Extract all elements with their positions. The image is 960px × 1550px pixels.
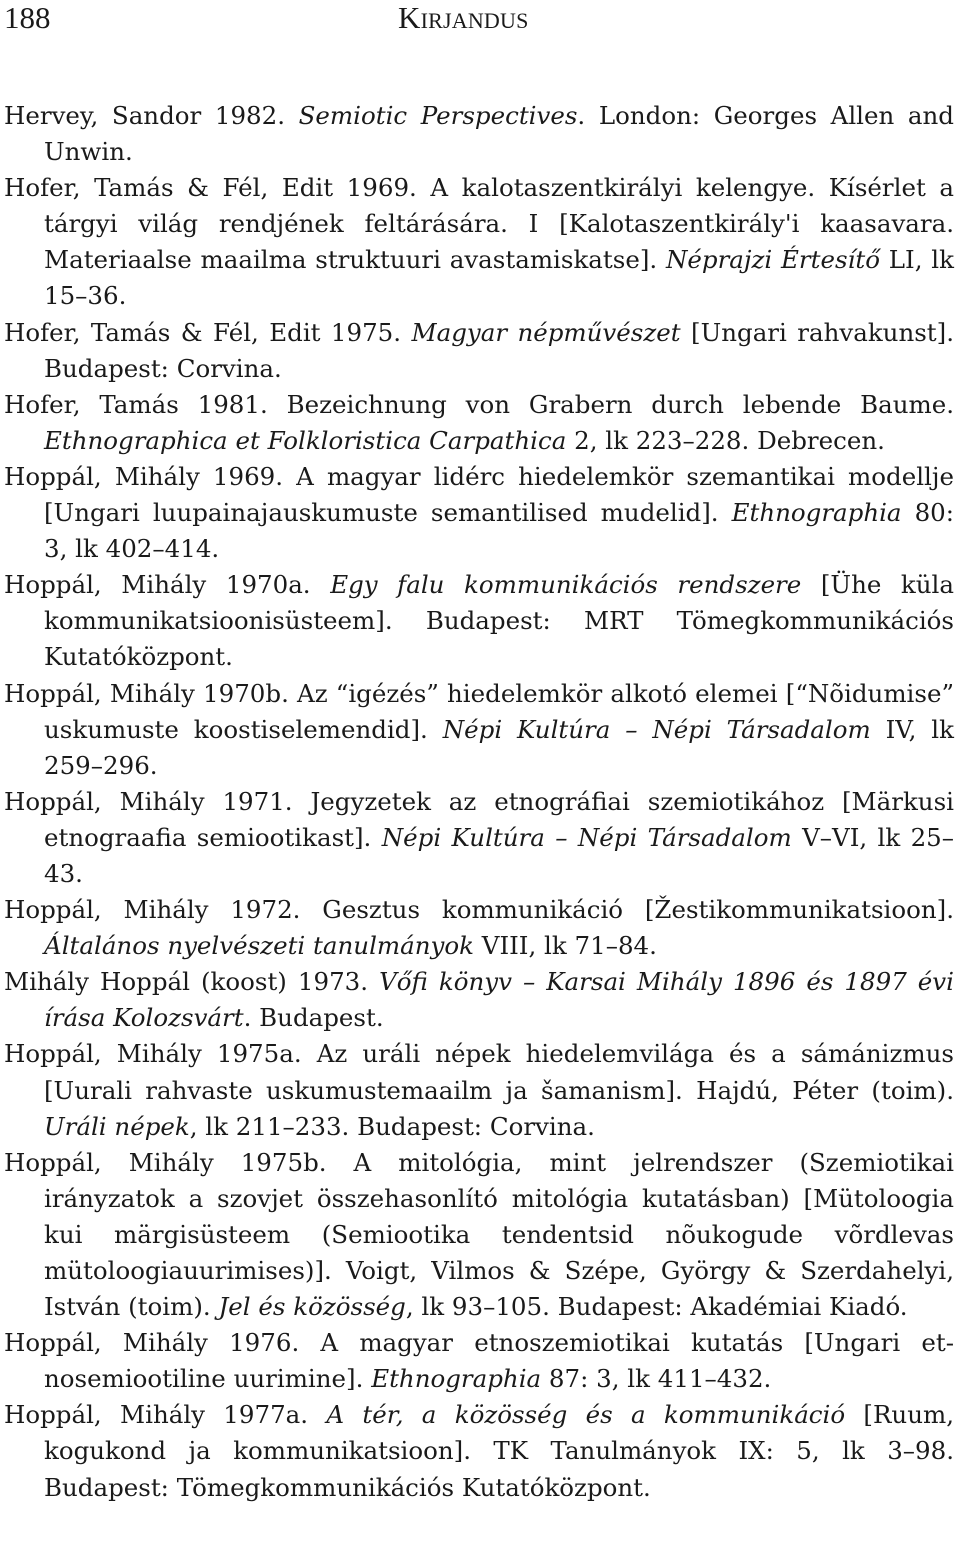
reference-title: Ethnographia xyxy=(731,498,902,528)
reference-title: Magyar népművészet xyxy=(411,317,681,347)
reference-text: Hoppál, Mihály 1972. Gesztus kommunikáció [Žestikommunikatsioon]. xyxy=(4,895,954,925)
reference-entry xyxy=(4,1036,954,1144)
reference-text: . Budapest. xyxy=(243,1003,384,1033)
reference-text: V–VI, lk 25–43. xyxy=(44,822,955,888)
reference-entry xyxy=(4,98,954,170)
reference-title: Egy falu kommunikációs rendszere xyxy=(330,570,802,600)
reference-entry xyxy=(4,170,954,314)
reference-text: [Ungari rahvakunst]. Budapest: Corvina. xyxy=(44,317,954,383)
reference-text: 80: 3, lk 402–414. xyxy=(44,498,954,564)
reference-text: Hoppál, Mihály 1976. A magyar etnoszemiotikai kutatás [Ungari etnosemiootiline uurimine]. xyxy=(4,1328,954,1394)
reference-text: . London: Georges Allen and Unwin. xyxy=(44,101,954,167)
reference-entry xyxy=(4,1325,954,1397)
reference-entry xyxy=(4,459,954,567)
reference-text: 87: 3, lk 411–432. xyxy=(541,1364,772,1394)
reference-entry xyxy=(4,315,954,387)
reference-title: Ethnographia xyxy=(371,1364,542,1394)
reference-text: Hoppál, Mihály 1970a. xyxy=(4,570,331,600)
reference-text: IV, lk 259–296. xyxy=(44,714,954,780)
reference-title: Uráli népek xyxy=(44,1111,190,1141)
reference-entry xyxy=(4,387,954,459)
reference-title: Vőfi könyv – Karsai Mihály 1896 és 1897 évi írása Kolozsvárt xyxy=(44,967,954,1033)
reference-text: , lk 211–233. Budapest: Corvina. xyxy=(189,1111,595,1141)
reference-title: Semiotic Perspectives xyxy=(298,101,578,130)
reference-entry xyxy=(4,964,954,1036)
reference-text: 2, lk 223–228. Debrecen. xyxy=(566,425,885,455)
reference-text: Hervey, Sandor 1982. xyxy=(4,101,299,130)
reference-text: , lk 93–105. Budapest: Akadémiai Kiadó. xyxy=(405,1292,908,1322)
reference-text: Hoppál, Mihály 1971. Jegyzetek az etnográfiai szemiotikához [Märkusi etnograafia semiootikast]. xyxy=(4,786,954,852)
reference-title: A tér, a közösség és a kommunikáció xyxy=(326,1400,846,1430)
reference-entry xyxy=(4,1397,954,1505)
reference-title: Népi Kultúra – Népi Társadalom xyxy=(381,822,792,852)
reference-title: Népi Kultúra – Népi Társadalom xyxy=(442,714,871,744)
reference-entry xyxy=(4,676,954,784)
reference-text: Hoppál, Mihály 1975a. Az uráli népek hiedelemvilága és a sámánizmus [Uurali rahvaste uskumustemaailm ja šamanism]. Hajdú, Péter (toim). xyxy=(4,1039,954,1105)
reference-text: Hofer, Tamás & Fél, Edit 1969. A kalotaszentkirályi kelengye. Kísérlet a tárgyi világ rendjének feltárására. I [Kalotaszentkirály'i kaasavara. Materiaalse maailma struktuuri avastamiskatse]. xyxy=(4,173,954,275)
reference-text: Hoppál, Mihály 1975b. A mitológia, mint jelrendszer (Szemiotikai irányzatok a szovjet összehasonlító mitológia kutatásban) [Mütoloogia kui märgisüsteem (Semiootika tendentsid nõukogude võrdlevas mütoloogiauurimises)]. Voigt, Vilmos & Szépe, György & Szerdahelyi, István (toim). xyxy=(4,1147,954,1322)
reference-text: VIII, lk 71–84. xyxy=(473,931,657,961)
reference-text: Hofer, Tamás & Fél, Edit 1975. xyxy=(4,317,412,347)
reference-entry xyxy=(4,784,954,892)
reference-text: Hoppál, Mihály 1970b. Az “igézés” hiedelemkör alkotó elemei [“Nõidumise” uskumuste koostiselemendid]. xyxy=(4,678,954,744)
reference-entry xyxy=(4,1145,954,1325)
running-head: Kirjandus xyxy=(398,0,529,35)
reference-text: [Ühe küla kommunikatsioonisüsteem]. Budapest: MRT Tömegkommunikációs Kutatóközpont. xyxy=(44,570,954,672)
reference-title: Ethnographica et Folkloristica Carpathica xyxy=(44,425,567,455)
reference-text: Hofer, Tamás 1981. Bezeichnung von Grabern durch lebende Baume. xyxy=(4,389,954,419)
reference-title: Jel és közösség xyxy=(218,1292,406,1322)
reference-text: Hoppál, Mihály 1969. A magyar lidérc hiedelemkör szemantikai modellje [Ungari luupainajauskumuste semantilised mudelid]. xyxy=(4,461,954,528)
reference-text: Hoppál, Mihály 1977a. xyxy=(4,1400,327,1430)
reference-text: [Ruum, kogukond ja kommunikatsioon]. TK Tanulmányok IX: 5, lk 3–98. Budapest: Tömegkommunikációs Kutatóközpont. xyxy=(44,1400,954,1502)
reference-title: Általános nyelvészeti tanulmányok xyxy=(44,931,474,961)
reference-title: Néprajzi Értesítő xyxy=(665,245,880,275)
page-header xyxy=(0,0,960,40)
reference-entry xyxy=(4,567,954,675)
reference-entry xyxy=(4,892,954,964)
reference-text: Mihály Hoppál (koost) 1973. xyxy=(4,967,380,997)
reference-text: LI, lk 15–36. xyxy=(44,245,954,311)
page-number: 188 xyxy=(4,0,51,35)
reference-list xyxy=(4,98,954,1506)
